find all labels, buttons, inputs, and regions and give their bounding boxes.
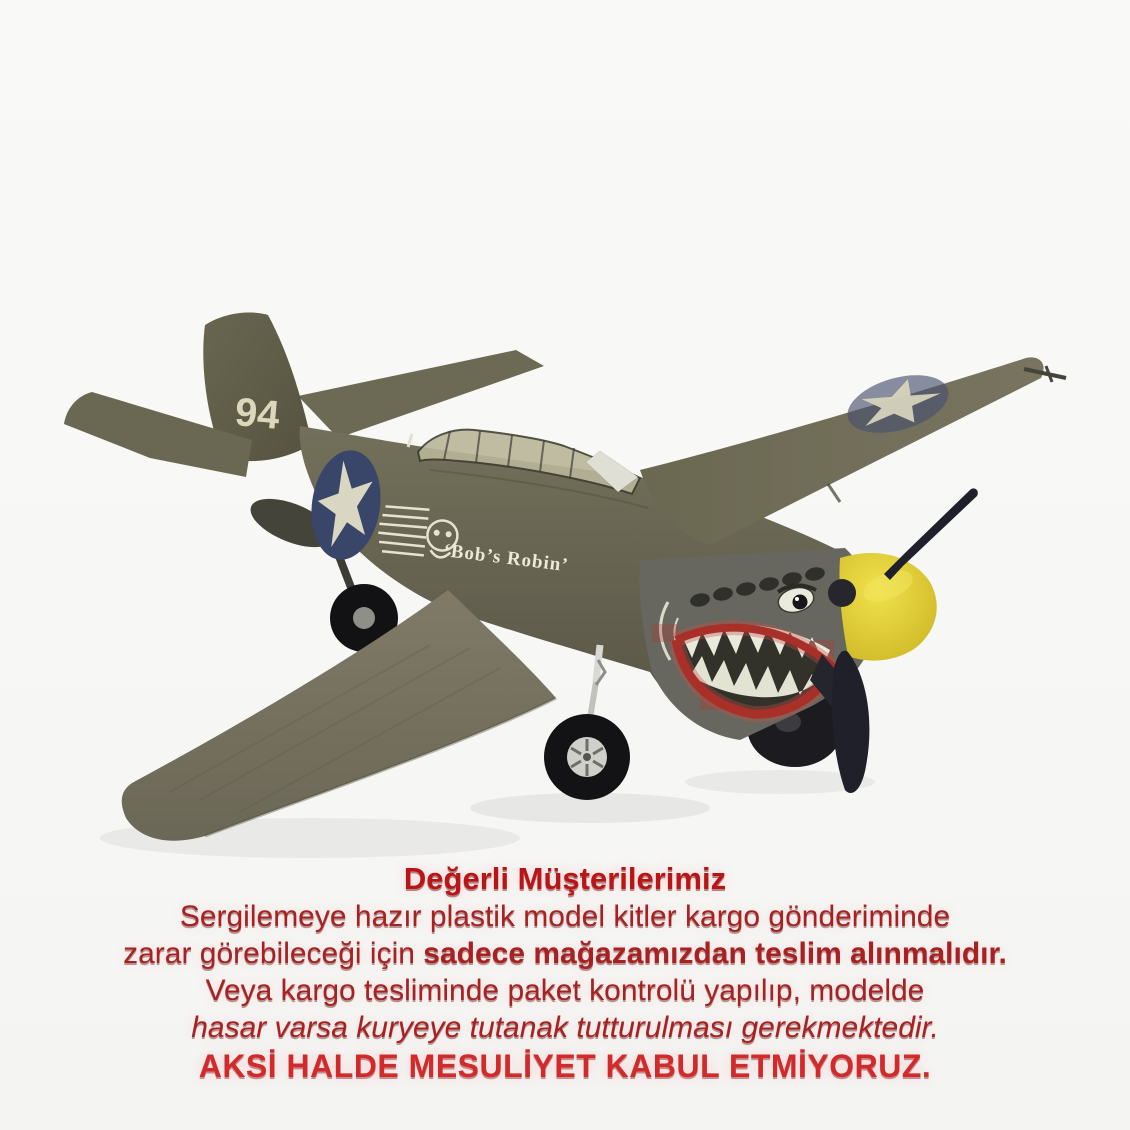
notice-line-5: hasar varsa kuryeye tutanak tutturulması gerekmektedir.: [191, 1011, 939, 1044]
tail-number: 94: [233, 390, 282, 438]
spinner-hub: [828, 579, 856, 607]
notice-warning: AKSİ HALDE MESULİYET KABUL ETMİYORUZ.: [198, 1048, 932, 1084]
notice-heading: Değerli Müşterilerimiz: [403, 861, 727, 896]
main-landing-gear: [544, 645, 630, 800]
flap-actuator: [828, 484, 840, 502]
propeller-blade-lower: [832, 651, 870, 793]
notice-line-3: [0, 935, 1130, 972]
shipping-notice: [0, 860, 1130, 1086]
nose-art-name: ‘Bob’s Robin’: [442, 540, 570, 577]
notice-line-4: Veya kargo tesliminde paket kontrolü yapılıp, modelde: [205, 974, 925, 1007]
notice-line-3-regular: zarar görebileceği için: [123, 937, 424, 970]
notice-line-3-bold: sadece mağazamızdan teslim alınmalıdır.: [423, 937, 1007, 970]
right-stabilizer: [298, 350, 544, 438]
right-wing: [640, 357, 1066, 545]
notice-line-2: Sergilemeye hazır plastik model kitler kargo gönderiminde: [179, 900, 951, 933]
propeller-blade-upper: [884, 488, 978, 580]
